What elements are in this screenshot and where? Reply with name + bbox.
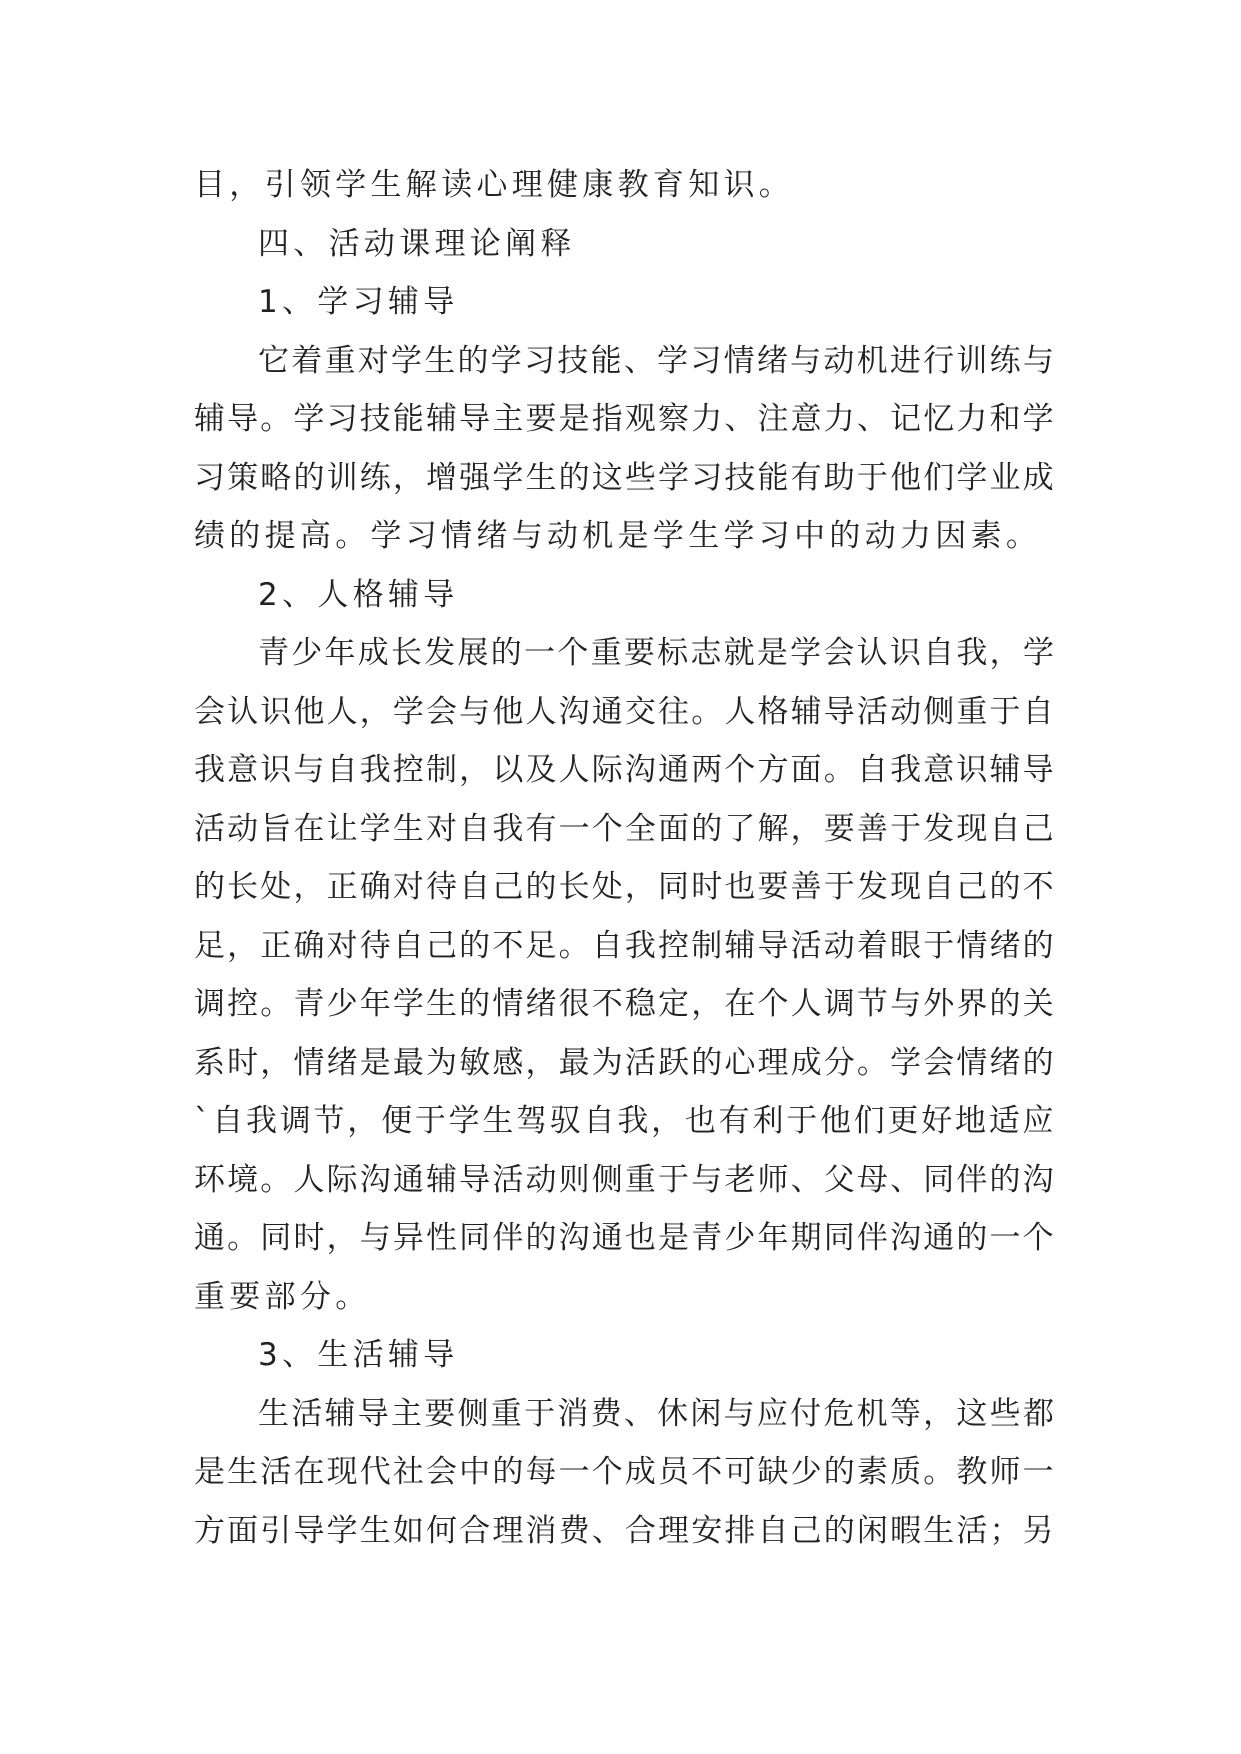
text-line: 方面引导学生如何合理消费、合理安排自己的闲暇生活；另 — [194, 1512, 1056, 1549]
text-line: 的长处，正确对待自己的长处，同时也要善于发现自己的不 — [194, 869, 1056, 905]
text-line: 目，引领学生解读心理健康教育知识。 — [194, 167, 795, 203]
document-body — [194, 156, 1056, 1560]
text-line: 是生活在现代社会中的每一个成员不可缺少的素质。教师一 — [194, 1454, 1056, 1490]
text-line: 调控。青少年学生的情绪很不稳定，在个人调节与外界的关 — [194, 986, 1056, 1022]
text-line: 青少年成长发展的一个重要标志就是学会认识自我，学 — [258, 635, 1057, 671]
text-line: 环境。人际沟通辅导活动则侧重于与老师、父母、同伴的沟 — [194, 1161, 1056, 1198]
text-line: 习策略的训练，增强学生的这些学习技能有助于他们学业成 — [194, 459, 1056, 496]
text-line: 绩的提高。学习情绪与动机是学生学习中的动力因素。 — [194, 518, 1042, 554]
text-line: 它着重对学生的学习技能、学习情绪与动机进行训练与 — [258, 342, 1057, 379]
text-line: 系时，情绪是最为敏感，最为活跃的心理成分。学会情绪的 — [194, 1044, 1056, 1081]
text-line: `自我调节，便于学生驾驭自我，也有利于他们更好地适应 — [194, 1103, 1057, 1139]
subheading-life-guidance: 3、生活辅导 — [258, 1337, 459, 1373]
subheading-study-guidance: 1、学习辅导 — [258, 284, 459, 320]
text-line: 辅导。学习技能辅导主要是指观察力、注意力、记忆力和学 — [194, 401, 1056, 437]
text-line: 我意识与自我控制，以及人际沟通两个方面。自我意识辅导 — [194, 752, 1056, 788]
text-line: 重要部分。 — [194, 1278, 371, 1315]
text-line: 生活辅导主要侧重于消费、休闲与应付危机等，这些都 — [258, 1395, 1057, 1432]
subheading-personality-guidance: 2、人格辅导 — [258, 576, 459, 613]
text-line: 会认识他人，学会与他人沟通交往。人格辅导活动侧重于自 — [194, 693, 1056, 730]
text-line: 通。同时，与异性同伴的沟通也是青少年期同伴沟通的一个 — [194, 1220, 1056, 1256]
text-line: 活动旨在让学生对自我有一个全面的了解，要善于发现自己 — [194, 810, 1056, 847]
section-heading-4: 四、活动课理论阐释 — [258, 225, 576, 262]
text-line: 足，正确对待自己的不足。自我控制辅导活动着眼于情绪的 — [194, 927, 1056, 964]
